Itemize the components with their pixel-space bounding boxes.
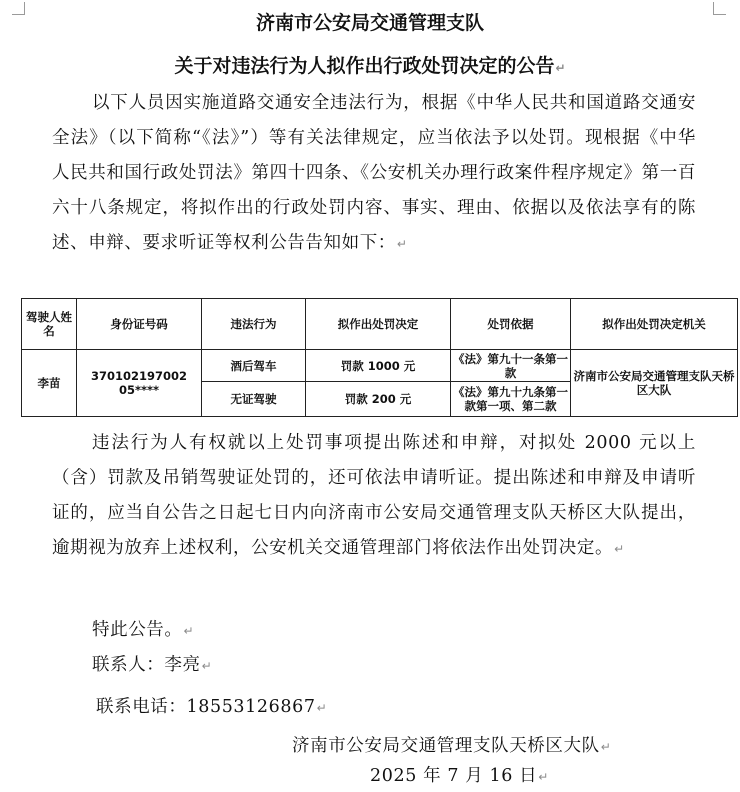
header-id-number: 身份证号码 xyxy=(77,299,202,350)
intro-paragraph: 以下人员因实施道路交通安全违法行为，根据《中华人民共和国道路交通安全法》（以下简称“《法》”）等有关法律规定，应当依法予以处罚。现根据《中华人民共和国行政处罚法》第四十四条、《公安机关办理行政案件程序规定》第一百六十八条规定，将拟作出的行政处罚内容、事实、理由、依据以及依法享有的陈述、申辩、要求听证等权利公告告知如下：↵ xyxy=(52,93,696,253)
title-line-2: 关于对违法行为人拟作出行政处罚决定的公告↵ xyxy=(174,55,566,77)
signature-org: 济南市公安局交通管理支队天桥区大队↵ xyxy=(292,736,612,756)
header-penalty: 拟作出处罚决定 xyxy=(306,299,451,350)
cell-penalty-2: 罚款 200 元 xyxy=(306,382,451,417)
table-header-row xyxy=(22,299,738,350)
paragraph-mark-icon: ↵ xyxy=(538,770,549,784)
cell-penalty-1: 罚款 1000 元 xyxy=(306,350,451,382)
paragraph-mark-icon: ↵ xyxy=(316,701,328,715)
paragraph-mark-icon: ↵ xyxy=(201,659,213,673)
signature-date: 2025 年 7 月 16 日↵ xyxy=(370,766,549,786)
paragraph-mark-icon: ↵ xyxy=(183,624,195,638)
closing-text: 特此公告。↵ xyxy=(92,620,195,640)
header-driver-name: 驾驶人姓名 xyxy=(22,299,77,350)
cell-driver-name: 李苗 xyxy=(22,350,77,417)
rights-paragraph: 违法行为人有权就以上处罚事项提出陈述和申辩，对拟处 2000 元以上（含）罚款及吊销驾驶证处罚的，还可依法申请听证。提出陈述和申辩及申请听证的，应当自公告之日起七日内向济南市公安局交通管理支队天桥区大队提出，逾期视为放弃上述权利，公安机关交通管理部门将依法作出处罚决定。↵ xyxy=(52,433,696,558)
cell-violation-1: 酒后驾车 xyxy=(202,350,306,382)
title-line-1: 济南市公安局交通管理支队 xyxy=(255,12,484,34)
paragraph-mark-icon: ↵ xyxy=(614,542,625,556)
cell-violation-2: 无证驾驶 xyxy=(202,382,306,417)
paragraph-mark-icon: ↵ xyxy=(396,237,408,251)
cell-id-number: 370102197002 05**** xyxy=(77,350,202,417)
header-violation: 违法行为 xyxy=(202,299,306,350)
contact-phone: 联系电话：18553126867↵ xyxy=(96,697,328,717)
cell-basis-1: 《法》第九十一条第一款 xyxy=(451,350,571,382)
header-authority: 拟作出处罚决定机关 xyxy=(571,299,738,350)
penalty-table xyxy=(21,298,738,417)
contact-person: 联系人：李亮↵ xyxy=(92,655,213,675)
header-basis: 处罚依据 xyxy=(451,299,571,350)
table-row xyxy=(22,350,738,382)
paragraph-mark-icon: ↵ xyxy=(600,740,612,754)
paragraph-mark-icon: ↵ xyxy=(555,61,566,75)
cell-basis-2: 《法》第九十九条第一款第一项、第二款 xyxy=(451,382,571,417)
cell-authority: 济南市公安局交通管理支队天桥区大队 xyxy=(571,350,738,417)
